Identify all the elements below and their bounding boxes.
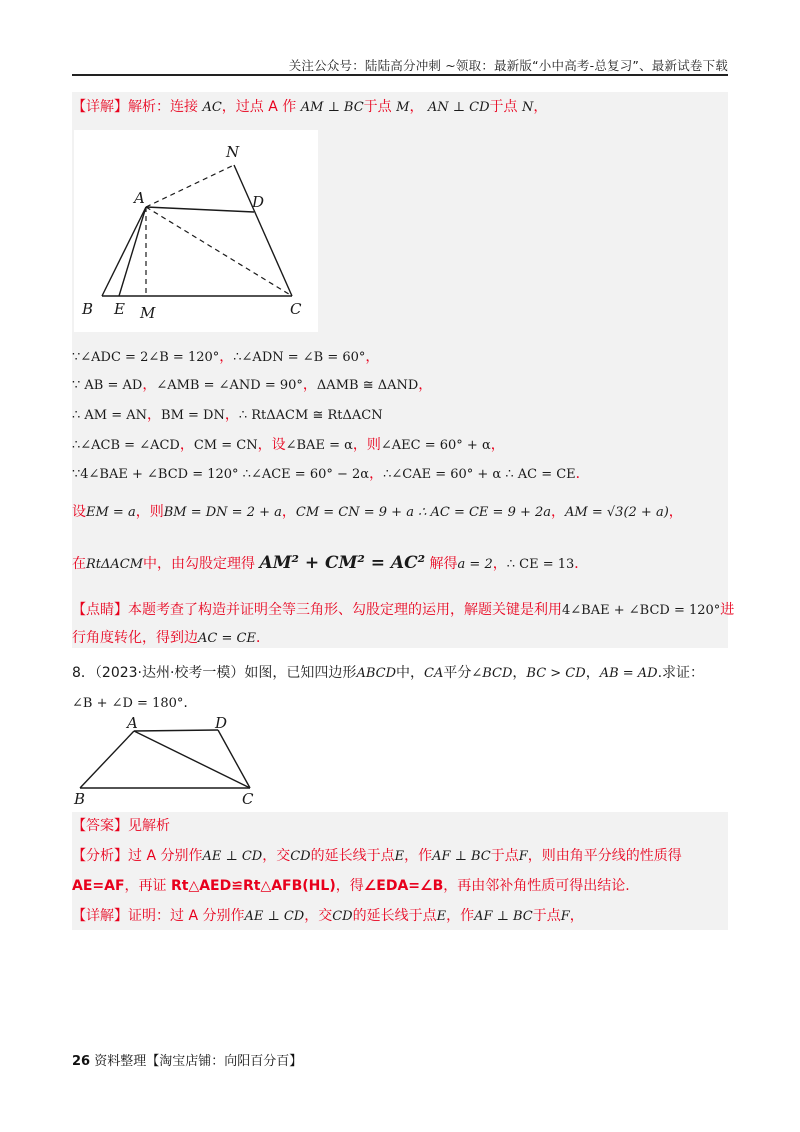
detail-line-5: ∴∠ACB = ∠ACD，CM = CN，设∠BAE = α，则∠AEC = 60° + α， xyxy=(72,437,505,453)
detail-line-6: ∵4∠BAE + ∠BCD = 120° ∴∠ACE = 60° − 2α，∴∠CAE = 60° + α ∴ AC = CE． xyxy=(72,466,590,482)
label-D: D xyxy=(215,716,228,732)
detail-line-1: 【详解】解析：连接 AC，过点 A 作 AM ⊥ BC于点 M， AN ⊥ CD于点 N， xyxy=(72,99,548,115)
pythagorean-equation: AM² + CM² = AC² xyxy=(259,553,426,573)
page-number: 26 xyxy=(72,1054,91,1069)
page-footer xyxy=(72,1050,302,1069)
detail-line-4: ∴ AM = AN，BM = DN，∴ RtΔACM ≅ RtΔACN xyxy=(72,407,383,423)
label-A: A xyxy=(127,716,138,732)
label-B: B xyxy=(74,790,86,808)
detail-line-7: 设EM = a，则BM = DN = 2 + a，CM = CN = 9 + a ∴ AC = CE = 9 + 2a，AM = √3(2 + a)， xyxy=(72,504,683,520)
detail-line-8: 在RtΔACM中，由勾股定理得 AM² + CM² = AC² 解得a = 2，∴ CE = 13． xyxy=(72,553,589,573)
geometry-diagram-2 xyxy=(72,716,262,808)
page-header: 关注公众号：陆陆高分冲刺 ~领取：最新版“小中高考-总复习”、最新试卷下载 xyxy=(288,58,728,73)
analysis-tag: 【分析】 xyxy=(72,848,128,864)
figure-quadrilateral-1 xyxy=(74,130,318,332)
point-tag: 【点睛】 xyxy=(72,602,128,618)
label-E: E xyxy=(114,300,125,318)
detail-tag: 【详解】 xyxy=(72,99,128,115)
answer-line: 【答案】见解析 xyxy=(72,818,170,834)
label-C: C xyxy=(242,790,254,808)
label-N: N xyxy=(226,143,240,161)
footer-text: 资料整理【淘宝店铺：向阳百分百】 xyxy=(94,1054,303,1069)
label-B: B xyxy=(82,300,94,318)
label-C: C xyxy=(290,300,302,318)
detail-line-3: ∵ AB = AD，∠AMB = ∠AND = 90°，ΔAMB ≅ ΔAND， xyxy=(72,377,433,393)
detail-8-line-1: 【详解】证明：过 A 分别作AE ⊥ CD，交CD的延长线于点E，作AF ⊥ BC于点F， xyxy=(72,908,584,924)
problem-8-line-1: 8．（2023·达州·校考一模）如图，已知四边形ABCD中，CA平分∠BCD，BC > CD，AB = AD.求证： xyxy=(72,665,705,681)
detail-tag: 【详解】 xyxy=(72,908,128,924)
answer-tag: 【答案】 xyxy=(72,818,128,834)
problem-8-line-2: ∠B + ∠D = 180°. xyxy=(72,695,188,711)
detail-line-2: ∵∠ADC = 2∠B = 120°，∴∠ADN = ∠B = 60°， xyxy=(72,349,380,365)
figure-quadrilateral-2 xyxy=(72,716,262,808)
geometry-diagram-1 xyxy=(74,130,318,332)
label-M: M xyxy=(140,304,156,322)
analysis-line-2: AE=AF，再证 Rt△AED≌Rt△AFB(HL)，得∠EDA=∠B，再由邻补角性质可得出结论. xyxy=(72,878,630,894)
label-A: A xyxy=(134,189,145,207)
label-D: D xyxy=(252,193,265,211)
header-divider xyxy=(72,74,728,76)
analysis-line-1: 【分析】过 A 分别作AE ⊥ CD，交CD的延长线于点E，作AF ⊥ BC于点F，则由角平分线的性质得 xyxy=(72,848,682,864)
point-line-2: 行角度转化，得到边AC = CE． xyxy=(72,630,270,646)
point-line-1: 【点睛】本题考查了构造并证明全等三角形、勾股定理的运用，解题关键是利用4∠BAE + ∠BCD = 120°进 xyxy=(72,602,735,618)
